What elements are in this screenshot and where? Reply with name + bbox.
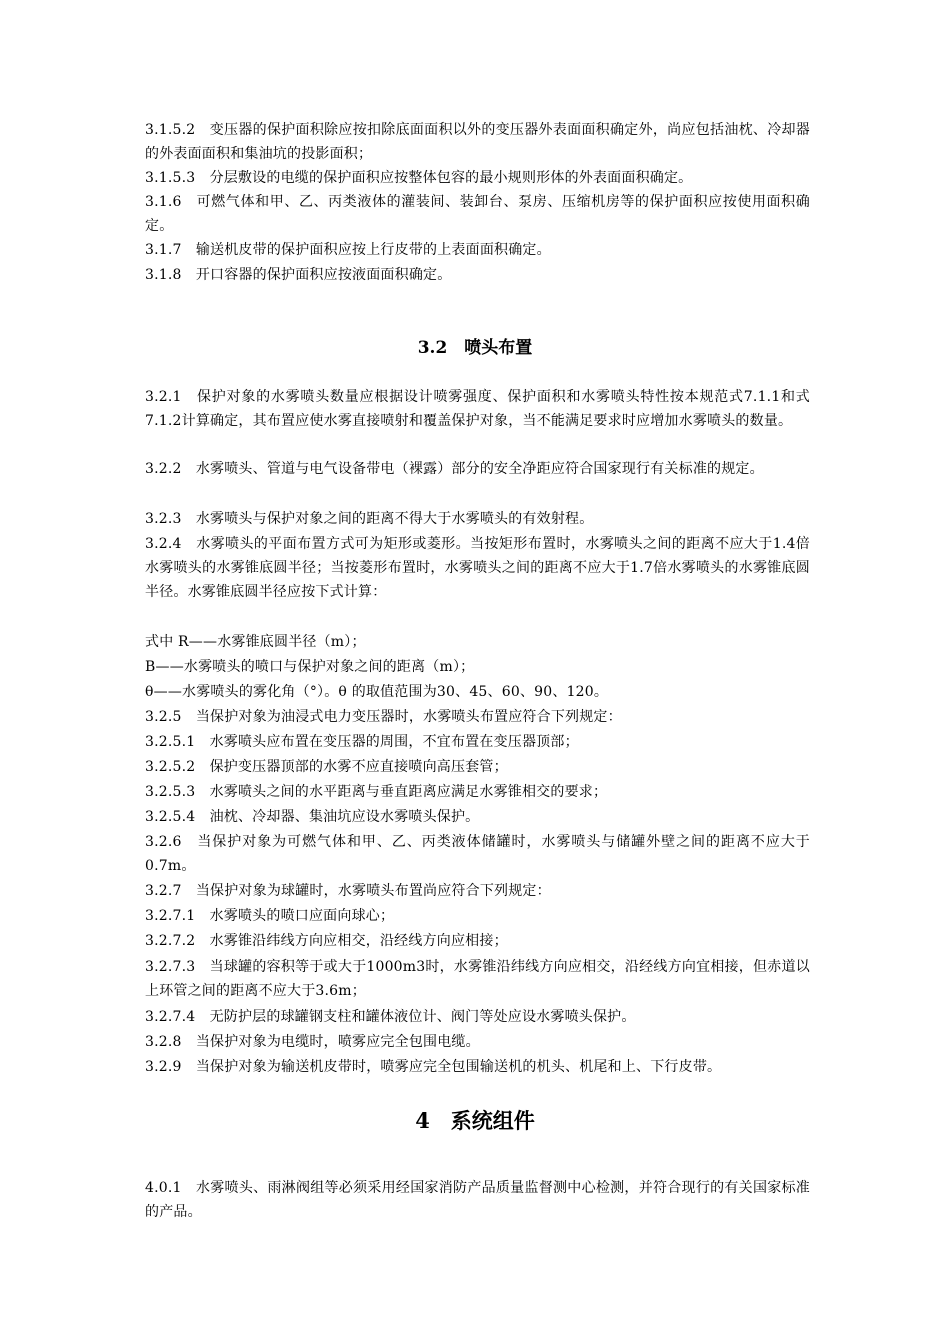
clause-3-2-1: 3.2.1 保护对象的水雾喷头数量应根据设计喷雾强度、保护面积和水雾喷头特性按本规范式7.1.1和式7.1.2计算确定，其布置应使水雾直接喷射和覆盖保护对象，当不能满足要求时应增加水雾喷头的数量。 [145, 389, 810, 429]
clause-3-2-5-1: 3.2.5.1 水雾喷头应布置在变压器的周围，不宜布置在变压器顶部； [145, 734, 579, 750]
clause-3-1-6: 3.1.6 可燃气体和甲、乙、丙类液体的灌装间、装卸台、泵房、压缩机房等的保护面积应按使用面积确定。 [145, 194, 810, 234]
clause-3-2-5: 3.2.5 当保护对象为油浸式电力变压器时，水雾喷头布置应符合下列规定： [145, 709, 622, 725]
chapter-heading-4: 4 系统组件 [415, 1108, 535, 1133]
clause-3-2-2: 3.2.2 水雾喷头、管道与电气设备带电（裸露）部分的安全净距应符合国家现行有关标准的规定。 [145, 461, 764, 477]
clause-3-2-5-3: 3.2.5.3 水雾喷头之间的水平距离与垂直距离应满足水雾锥相交的要求； [145, 784, 608, 800]
clause-3-1-5-2: 3.1.5.2 变压器的保护面积除应按扣除底面面积以外的变压器外表面面积确定外，尚应包括油枕、冷却器的外表面面积和集油坑的投影面积； [145, 122, 810, 162]
symbol-definition-r: 式中 R——水雾锥底圆半径（m）； [145, 634, 366, 650]
clause-3-2-6: 3.2.6 当保护对象为可燃气体和甲、乙、丙类液体储罐时，水雾喷头与储罐外壁之间的距离不应大于0.7m。 [145, 834, 810, 874]
clause-4-0-1: 4.0.1 水雾喷头、雨淋阀组等必须采用经国家消防产品质量监督测中心检测，并符合现行的有关国家标准的产品。 [145, 1180, 810, 1220]
clause-3-1-7: 3.1.7 输送机皮带的保护面积应按上行皮带的上表面面积确定。 [145, 242, 551, 258]
clause-3-1-5-3: 3.1.5.3 分层敷设的电缆的保护面积应按整体包容的最小规则形体的外表面面积确定。 [145, 170, 693, 186]
clause-3-2-7-3: 3.2.7.3 当球罐的容积等于或大于1000m3时，水雾锥沿纬线方向应相交，沿经线方向宜相接，但赤道以上环管之间的距离不应大于3.6m； [145, 959, 810, 999]
symbol-definition-theta: θ——水雾喷头的雾化角（°）。θ 的取值范围为30、45、60、90、120。 [145, 684, 609, 700]
clause-3-1-8: 3.1.8 开口容器的保护面积应按液面面积确定。 [145, 267, 452, 283]
clause-3-2-9: 3.2.9 当保护对象为输送机皮带时，喷雾应完全包围输送机的机头、机尾和上、下行皮带。 [145, 1059, 722, 1075]
clause-3-2-8: 3.2.8 当保护对象为电缆时，喷雾应完全包围电缆。 [145, 1034, 480, 1050]
clause-3-2-4: 3.2.4 水雾喷头的平面布置方式可为矩形或菱形。当按矩形布置时，水雾喷头之间的距离不应大于1.4倍水雾喷头的水雾锥底圆半径；当按菱形布置时，水雾喷头之间的距离不应大于1.7倍水雾喷头的水雾锥底圆半径。水雾锥底圆半径应按下式计算： [145, 536, 810, 600]
clause-3-2-3: 3.2.3 水雾喷头与保护对象之间的距离不得大于水雾喷头的有效射程。 [145, 511, 594, 527]
clause-3-2-7-1: 3.2.7.1 水雾喷头的喷口应面向球心； [145, 908, 395, 924]
clause-3-2-7-2: 3.2.7.2 水雾锥沿纬线方向应相交，沿经线方向应相接； [145, 933, 508, 949]
symbol-definition-b: B——水雾喷头的喷口与保护对象之间的距离（m）； [145, 659, 475, 675]
clause-3-2-7: 3.2.7 当保护对象为球罐时，水雾喷头布置尚应符合下列规定： [145, 883, 551, 899]
clause-3-2-5-4: 3.2.5.4 油枕、冷却器、集油坑应设水雾喷头保护。 [145, 809, 480, 825]
clause-3-2-7-4: 3.2.7.4 无防护层的球罐钢支柱和罐体液位计、阀门等处应设水雾喷头保护。 [145, 1009, 636, 1025]
clause-3-2-5-2: 3.2.5.2 保护变压器顶部的水雾不应直接喷向高压套管； [145, 759, 508, 775]
section-heading-3-2: 3.2 喷头布置 [417, 338, 533, 358]
